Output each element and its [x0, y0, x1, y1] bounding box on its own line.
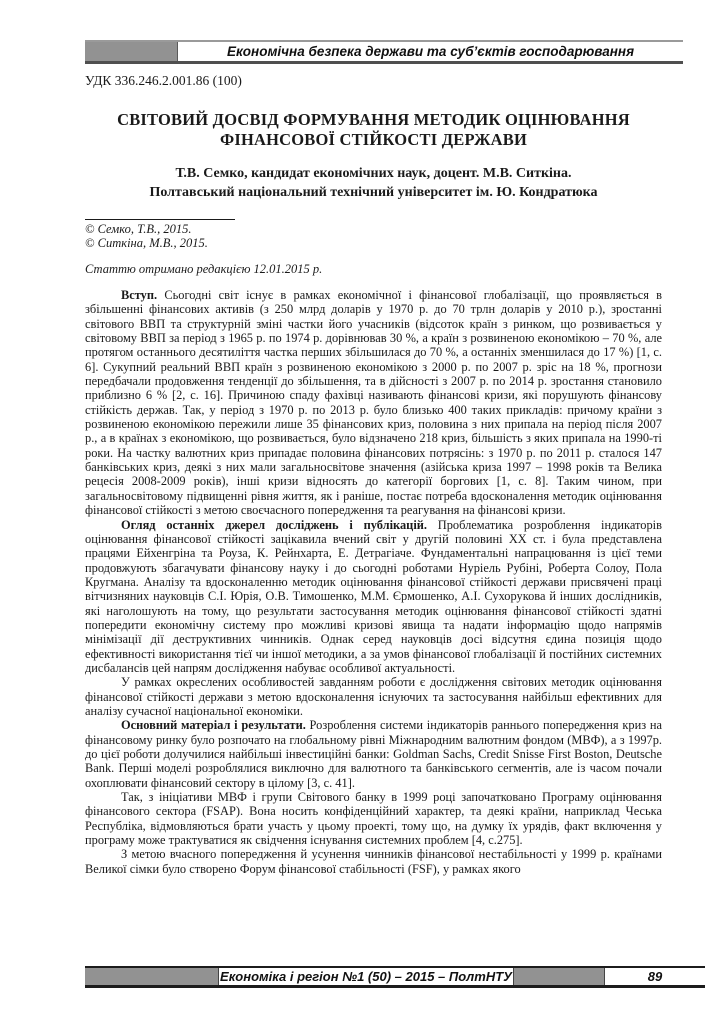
- paragraph-fsap: [85, 790, 662, 847]
- paragraph-fsf: [85, 847, 662, 876]
- received-date-line: Статтю отримано редакцією 12.01.2015 р.: [85, 262, 323, 276]
- footer-gray-block-left: [85, 968, 219, 985]
- running-footer: [85, 966, 705, 988]
- header-gray-block: [85, 42, 178, 61]
- affiliation-line: Полтавський національний технічний університет ім. Ю. Кондратюка: [149, 185, 598, 200]
- running-header: [85, 40, 683, 64]
- paragraph-intro: [85, 288, 662, 518]
- footer-gray-block-right: [514, 968, 605, 985]
- paragraph-text: Так, з ініціативи МВФ і групи Світового банку в 1999 році започатковано Програму оцінювання фінансового сектора (FSAP). Вона носить конфіденційний характер, та деякі країни, наприклад Чеська Республіка, відмовляються брати участь у цьому проекті, тому що, на думку їх урядів, факт включення у програму може трактуватися як свідчення існування системних проблем [4, с.275].: [85, 790, 662, 848]
- running-header-title: Економічна безпека держави та суб’єктів господарювання: [178, 42, 683, 61]
- copyright-line: © Ситкіна, М.В., 2015.: [85, 235, 208, 250]
- copyright-line: © Семко, Т.В., 2015.: [85, 222, 192, 236]
- article-body: [85, 288, 662, 876]
- paragraph-main-results: [85, 718, 662, 790]
- paragraph-text: Розроблення системи індикаторів раннього попередження криз на фінансовому ринку було розпочато на глобальному рівні Міжнародним валютним фондом (МВФ), а з 1997р. до цієї роботи долучилися найбільші інвестиційні банки: Goldman Sachs, Credit Snisse First Boston, Deutsche Bank. Перші моделі розроблялися виключно для валютного та банківського сегментів, але із часом почали охоплювати фінансовий сектору в цілому [3, с. 41].: [85, 718, 662, 790]
- paragraph-text: У рамках окреслених особливостей завданням роботи є дослідження світових методик оцінювання фінансової стійкості держави з метою вдосконалення існуючих та застосування найбільш ефективних для аналізу сучасної національної економіки.: [85, 675, 662, 718]
- paragraph-lead: Основний матеріал і результати.: [121, 718, 306, 733]
- paragraph-text: Проблематика розроблення індикаторів оцінювання фінансової стійкості зацікавила вчений світ у другій половині ХХ ст. і була представлена працями Ейхенгріна та Роуза, К. Рейнхарта, Е. Детрагіаче. Фундаментальні напрацювання із цієї теми продовжують збагачувати фінансову науку і до сьогодні роботами Нуріель Рубіні, Роберта Солоу, Пола Кругмана. Аналізу та вдосконаленню методик оцінювання фінансової стійкості держави присвячені праці вітчизняних науковців С.І. Юрія, О.В. Тимошенко, М.М. Єрмошенко, А.І. Сухорукова й інших дослідників, які наголошують на тому, що результати застосування методик оцінювання фінансової стійкості здатні попередити економічну систему про можливі кризові явища та надати інформацію щодо напрямів мінімізації дії деструктивних чинників. Однак серед науковців досі відсутня єдина позиція щодо ефективності використання тієї чи іншої методики, а за умов фінансової глобалізації й постійних системних дисбалансів цей напрям дослідження набуває особливої актуальності.: [85, 517, 662, 675]
- udc-number: УДК 336.246.2.001.86 (100): [85, 73, 242, 88]
- paragraph-sources-review: [85, 518, 662, 676]
- footer-page-number: 89: [605, 968, 705, 985]
- footer-journal-line: Економіка і регіон №1 (50) – 2015 – ПолтНТУ: [219, 968, 514, 985]
- paragraph-task: [85, 675, 662, 718]
- paragraph-text: Сьогодні світ існує в рамках економічної і фінансової глобалізації, що проявляється в збільшенні фінансових активів (з 250 млрд доларів у 1970 р. до 70 трлн доларів у 2010 р.), зростанні світового ВВП та структурній зміні частки його учасників (відсоток країн з ринком, що розвивається у світовому ВВП за період з 1965 р. по 1974 р. дорівнював 30 %, а країн з розвиненою економікою – 70 %, але протягом останнього десятиліття частка перших збільшилася до 70 %, а останніх зменшилася до 17 %) [1, с. 6]. Сукупний реальний ВВП країн з розвиненою економікою з 2000 р. по 2007 р. зріс на 18 %, прогнози передбачали продовження тенденції до збільшення, та в дійсності з 2007 р. по 2014 р. зростання становило приблизно 6 % [2, с. 16]. Причиною спаду фахівці називають фінансові кризи, які порушують фінансову стійкість держав. Так, у період з 1970 р. по 2013 р. було близько 400 таких прикладів: причому країни з розвиненою економікою пережили лише 35 фінансових криз, половина з них припала на період після 2007 р., а в країнах з економікою, що розвивається, було відзначено 218 криз, більшість з яких припала на 1990-ті роки. На частку валютних криз припадає половина фінансових потрясінь: з 1970 р. по 2011 р. сталося 147 банківських криз, деякі з них мали загальносвітове значення (азійська криза 1997 – 1998 років та Велика рецесія 2008-2009 років), інші кризи відносять до категорії боргових [1, с. 8]. Таким чином, при загальносвітовому підвищенні рівня життя, як і раніше, постає потреба вдосконалення методик оцінювання фінансової стійкості з метою своєчасного попередження та реагування на фінансові кризи.: [85, 288, 662, 518]
- copyright-rule: [85, 219, 235, 220]
- paragraph-lead: Огляд останніх джерел досліджень і публікацій.: [121, 517, 427, 532]
- article-title: СВІТОВИЙ ДОСВІД ФОРМУВАННЯ МЕТОДИК ОЦІНЮВАННЯ ФІНАНСОВОЇ СТІЙКОСТІ ДЕРЖАВИ: [117, 110, 630, 149]
- paragraph-text: З метою вчасного попередження й усунення чинників фінансової нестабільності у 1999 р. країнами Великої сімки було створено Форум фінансової стабільності (FSF), у рамках якого: [85, 847, 662, 876]
- authors-block: [85, 164, 662, 202]
- authors-line: Т.В. Семко, кандидат економічних наук, доцент. М.В. Ситкіна.: [175, 166, 572, 181]
- copyright-block: [85, 219, 662, 250]
- paragraph-lead: Вступ.: [121, 288, 158, 302]
